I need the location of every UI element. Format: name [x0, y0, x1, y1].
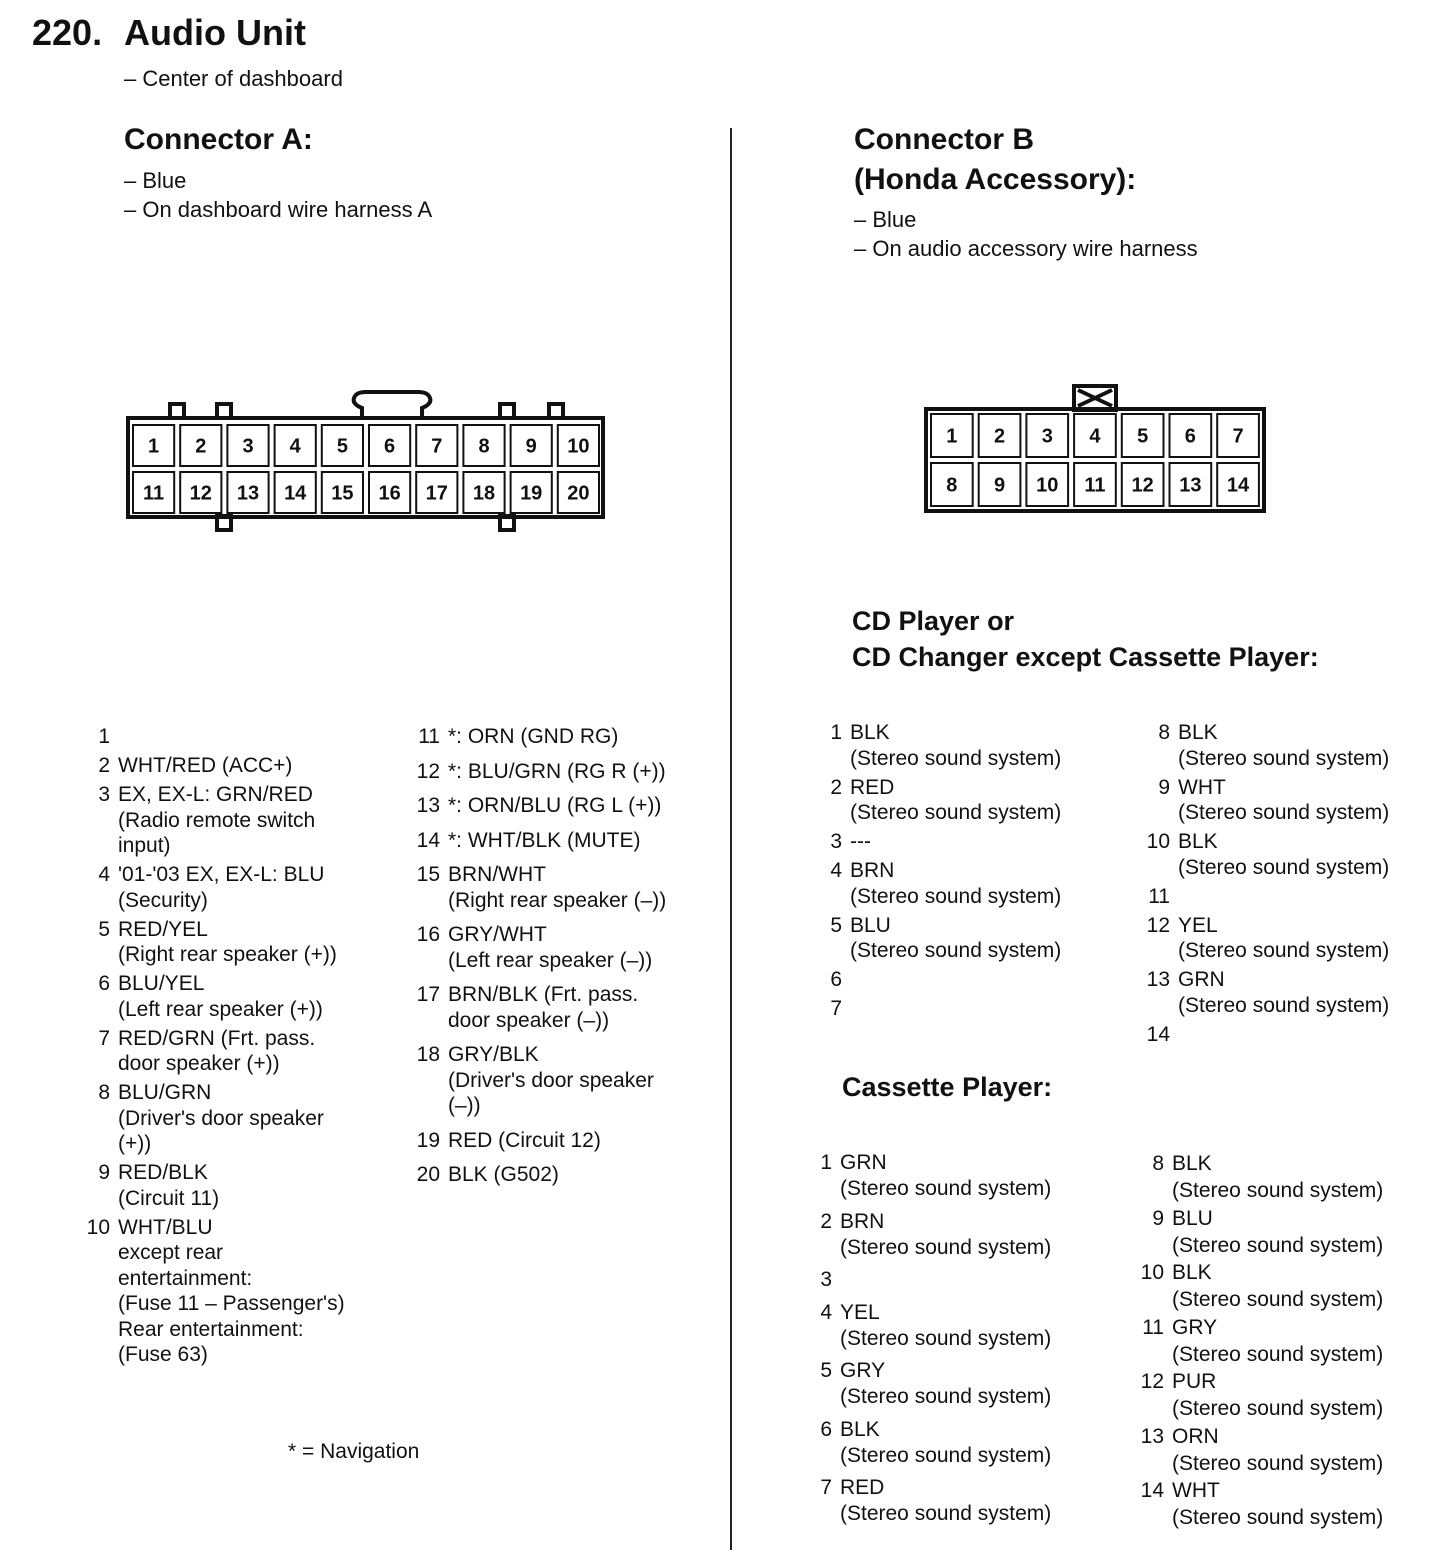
pin-entry	[1138, 1022, 1438, 1048]
pin-number: 14	[1146, 1022, 1170, 1046]
pin-entry	[408, 862, 708, 913]
pin-label: 11	[1084, 474, 1106, 497]
pin-number: 20	[416, 1163, 440, 1186]
pin-number: 6	[830, 968, 842, 991]
pin-description: WHT (Stereo sound system)	[1172, 1479, 1384, 1529]
pin-number: 9	[98, 1161, 110, 1184]
pin-number: 18	[416, 1043, 440, 1066]
pin-entry	[408, 1128, 708, 1154]
pin-number: 12	[1140, 1370, 1164, 1393]
pin-label: 14	[284, 482, 307, 505]
pin-description: GRY/BLK (Driver's door speaker (–))	[448, 1043, 654, 1117]
pin-number: 3	[98, 783, 110, 806]
pin-entry	[816, 720, 1116, 771]
connector-b-diagram	[730, 0, 1456, 560]
pin-description	[1178, 1022, 1438, 1048]
pin-number: 7	[820, 1476, 832, 1499]
pin-description: BLU (Stereo sound system)	[1172, 1206, 1384, 1257]
connector-b-heading-line2: (Honda Accessory):	[854, 163, 1137, 196]
pin-description: BRN (Stereo sound system)	[840, 1209, 1052, 1259]
pin-number: 10	[1140, 1261, 1164, 1284]
pin-label: 17	[425, 482, 448, 505]
pin-description: BLU/YEL (Left rear speaker (+))	[118, 972, 323, 1021]
pin-number: 10	[86, 1215, 110, 1239]
connector-b-harness-note: – On audio accessory wire harness	[854, 236, 1198, 261]
pin-entry	[408, 828, 708, 854]
pin-description: BLU (Stereo sound system)	[850, 913, 1062, 962]
pin-description: YEL (Stereo sound system)	[840, 1300, 1052, 1350]
pin-label: 2	[993, 425, 1006, 448]
pin-label: 10	[1036, 474, 1059, 497]
pin-entry	[806, 1417, 1106, 1469]
pin-description: *: WHT/BLK (MUTE)	[448, 828, 641, 852]
pin-description: RED (Stereo sound system)	[850, 775, 1062, 824]
pin-entry	[806, 1267, 1106, 1293]
pin-number: 11	[418, 725, 440, 748]
cd-pin-list-right	[1138, 720, 1438, 1051]
section-number: 220.	[32, 12, 103, 53]
pin-entry	[1132, 1477, 1432, 1531]
pin-number: 6	[820, 1417, 832, 1441]
pin-number: 2	[820, 1209, 832, 1233]
pin-number: 6	[98, 972, 110, 995]
pin-description: BLK (Stereo sound system)	[840, 1417, 1052, 1467]
pin-description: GRN (Stereo sound system)	[840, 1151, 1052, 1200]
connector-a-pin-list-1	[80, 724, 380, 1371]
pin-number: 19	[416, 1128, 440, 1152]
pin-number: 1	[820, 1151, 832, 1174]
cassette-section-heading: Cassette Player:	[842, 1072, 1053, 1102]
pin-description: *: ORN/BLU (RG L (+))	[448, 794, 662, 817]
pin-description: *: ORN (GND RG)	[448, 725, 619, 748]
pin-number: 10	[1146, 830, 1170, 853]
pin-entry	[806, 1358, 1106, 1410]
connector-a-heading: Connector A:	[124, 123, 313, 156]
navigation-footnote: * = Navigation	[288, 1440, 420, 1463]
pin-description: ORN (Stereo sound system)	[1172, 1424, 1384, 1475]
pin-entry	[1132, 1259, 1432, 1313]
pin-entry	[80, 971, 380, 1022]
pin-number: 15	[416, 863, 440, 886]
pin-entry	[1138, 913, 1438, 964]
pin-description: GRY (Stereo sound system)	[840, 1359, 1052, 1408]
pin-entry	[408, 982, 708, 1033]
pin-label: 10	[567, 435, 590, 458]
pin-label: 12	[1131, 474, 1154, 497]
pin-entry	[1132, 1423, 1432, 1477]
pin-label: 13	[1179, 474, 1202, 497]
pin-number: 11	[1148, 884, 1170, 908]
pin-entry	[80, 1026, 380, 1077]
cd-pin-list-left	[816, 720, 1116, 1025]
pin-description	[850, 996, 1116, 1022]
pin-entry	[806, 1150, 1106, 1202]
pin-label: 7	[1232, 425, 1244, 448]
pin-label: 4	[1089, 425, 1101, 448]
pin-description: GRY (Stereo sound system)	[1172, 1315, 1384, 1366]
pin-number: 8	[1158, 721, 1170, 744]
pin-description: BLK (Stereo sound system)	[1178, 721, 1390, 770]
pin-description: RED (Stereo sound system)	[840, 1476, 1052, 1525]
pin-label: 5	[1137, 425, 1149, 448]
pin-number: 16	[416, 923, 440, 946]
pin-number: 9	[1158, 775, 1170, 799]
pin-number: 13	[1146, 968, 1170, 991]
pin-entry	[80, 917, 380, 968]
pin-description: *: BLU/GRN (RG R (+))	[448, 759, 666, 783]
pin-description: PUR (Stereo sound system)	[1172, 1370, 1384, 1420]
pin-number: 9	[1152, 1206, 1164, 1230]
pin-number: 12	[416, 759, 440, 783]
pin-label: 11	[143, 482, 165, 505]
pin-number: 7	[98, 1026, 110, 1050]
pin-label: 9	[525, 435, 537, 458]
pin-entry	[816, 829, 1116, 855]
pin-label: 16	[378, 482, 401, 505]
pin-number: 13	[1140, 1424, 1164, 1448]
pin-entry	[408, 922, 708, 973]
connector-a-pin-list-2	[408, 724, 708, 1197]
cd-section-heading-line2: CD Changer except Cassette Player:	[852, 642, 1319, 672]
pin-description	[1178, 884, 1438, 910]
pin-entry	[80, 724, 380, 750]
cassette-pin-list-right	[1132, 1150, 1432, 1532]
pin-entry	[816, 775, 1116, 826]
pin-entry	[816, 913, 1116, 964]
pin-label: 6	[384, 435, 396, 458]
pin-number: 14	[1140, 1479, 1164, 1502]
pin-entry	[408, 759, 708, 785]
pin-entry	[806, 1475, 1106, 1527]
pin-entry	[1132, 1150, 1432, 1204]
section-title: Audio Unit	[124, 12, 306, 53]
pin-description: RED/YEL (Right rear speaker (+))	[118, 917, 337, 966]
pin-label: 3	[242, 435, 254, 458]
pin-number: 14	[416, 828, 440, 852]
connector-b-heading-line1: Connector B	[854, 123, 1034, 156]
pin-description: BLK (Stereo sound system)	[1172, 1261, 1384, 1311]
pin-label: 12	[189, 482, 212, 505]
pin-description: BLK (Stereo sound system)	[850, 721, 1062, 770]
connector-a-diagram	[0, 0, 730, 560]
pin-entry	[1138, 720, 1438, 771]
pin-entry	[816, 996, 1116, 1022]
pin-label: 1	[148, 435, 160, 458]
pin-number: 2	[98, 754, 110, 777]
pin-description	[840, 1267, 1106, 1293]
pin-description: WHT/BLU except rear entertainment: (Fuse 11 – Passenger's) Rear entertainment: (Fuse 63)	[118, 1215, 345, 1366]
pin-label: 3	[1041, 425, 1053, 448]
pin-number: 17	[416, 983, 440, 1006]
pin-entry	[806, 1300, 1106, 1352]
pin-description: BRN/WHT (Right rear speaker (–))	[448, 863, 667, 912]
pin-number: 4	[98, 863, 110, 886]
pin-description: BLK (G502)	[448, 1163, 559, 1186]
pin-label: 14	[1226, 474, 1250, 497]
pin-entry	[816, 967, 1116, 993]
connector-a-latch-tab	[500, 404, 514, 418]
pin-entry	[408, 793, 708, 819]
connector-a-harness-note: – On dashboard wire harness A	[124, 197, 433, 222]
pin-entry	[1132, 1368, 1432, 1422]
pin-number: 3	[820, 1268, 832, 1291]
pin-label: 8	[478, 435, 490, 458]
pin-description: WHT (Stereo sound system)	[1178, 775, 1390, 824]
pin-number: 12	[1146, 913, 1170, 937]
pin-label: 4	[289, 435, 301, 458]
connector-a-latch-tab	[217, 404, 231, 418]
pin-label: 20	[567, 482, 590, 505]
pin-entry	[1138, 829, 1438, 880]
pin-number: 1	[98, 725, 110, 748]
cassette-pin-list-left	[806, 1150, 1106, 1534]
pin-number: 5	[98, 917, 110, 941]
pin-label: 15	[331, 482, 354, 505]
unit-location: – Center of dashboard	[124, 66, 343, 91]
connector-a-latch-tab	[549, 404, 563, 418]
pin-label: 9	[993, 474, 1006, 497]
pin-entry	[1138, 967, 1438, 1018]
pin-number: 7	[830, 997, 842, 1020]
pin-label: 18	[472, 482, 496, 505]
pin-entry	[80, 1215, 380, 1368]
pin-entry	[806, 1209, 1106, 1261]
connector-a-color-note: – Blue	[124, 168, 187, 193]
pin-entry	[80, 753, 380, 779]
pin-number: 3	[830, 830, 842, 853]
pin-description: ---	[850, 830, 871, 853]
connector-a-latch-tab	[170, 404, 184, 418]
connector-b-color-note: – Blue	[854, 207, 917, 232]
pin-number: 2	[830, 775, 842, 799]
pin-number: 8	[1152, 1152, 1164, 1175]
pin-description: '01-'03 EX, EX-L: BLU (Security)	[118, 863, 325, 912]
pin-entry	[80, 782, 380, 859]
pin-entry	[80, 1160, 380, 1211]
connector-a-lock	[354, 392, 431, 418]
pin-entry	[408, 1042, 708, 1119]
pin-number: 5	[830, 913, 842, 937]
pin-description	[850, 967, 1116, 993]
pin-label: 8	[946, 474, 958, 497]
pin-description: RED/GRN (Frt. pass. door speaker (+))	[118, 1026, 316, 1075]
pin-entry	[80, 1080, 380, 1157]
pin-number: 13	[416, 794, 440, 817]
pin-description	[118, 724, 380, 750]
pin-entry	[80, 862, 380, 913]
pin-description: WHT/RED (ACC+)	[118, 754, 293, 777]
pin-description: BLK (Stereo sound system)	[1172, 1152, 1384, 1202]
pin-entry	[1132, 1314, 1432, 1368]
pin-number: 4	[820, 1300, 832, 1324]
pin-description: BLK (Stereo sound system)	[1178, 830, 1390, 879]
pin-number: 8	[98, 1081, 110, 1104]
pin-label: 2	[195, 435, 207, 458]
pin-description: YEL (Stereo sound system)	[1178, 913, 1390, 962]
pin-number: 5	[820, 1359, 832, 1382]
pin-description: GRN (Stereo sound system)	[1178, 968, 1390, 1017]
pin-label: 5	[336, 435, 348, 458]
pin-description: RED/BLK (Circuit 11)	[118, 1161, 220, 1210]
pin-description: GRY/WHT (Left rear speaker (–))	[448, 923, 653, 972]
cd-section-heading-line1: CD Player or	[852, 606, 1015, 636]
pin-description: BLU/GRN (Driver's door speaker (+))	[118, 1081, 324, 1155]
pin-entry	[408, 724, 708, 750]
pin-label: 19	[520, 482, 543, 505]
pin-description: RED (Circuit 12)	[448, 1128, 601, 1152]
pin-number: 11	[1142, 1315, 1164, 1339]
pin-description: BRN (Stereo sound system)	[850, 859, 1062, 908]
pin-entry	[1132, 1205, 1432, 1259]
pin-number: 4	[830, 859, 842, 882]
pin-number: 1	[830, 721, 842, 744]
pin-label: 7	[431, 435, 443, 458]
pin-entry	[1138, 775, 1438, 826]
pin-entry	[408, 1162, 708, 1188]
pin-description: EX, EX-L: GRN/RED (Radio remote switch input)	[118, 783, 316, 857]
pin-entry	[1138, 884, 1438, 910]
pin-label: 13	[236, 482, 260, 505]
pin-label: 1	[946, 425, 958, 448]
pin-entry	[816, 858, 1116, 909]
pin-description: BRN/BLK (Frt. pass. door speaker (–))	[448, 983, 639, 1032]
pin-label: 6	[1184, 425, 1196, 448]
